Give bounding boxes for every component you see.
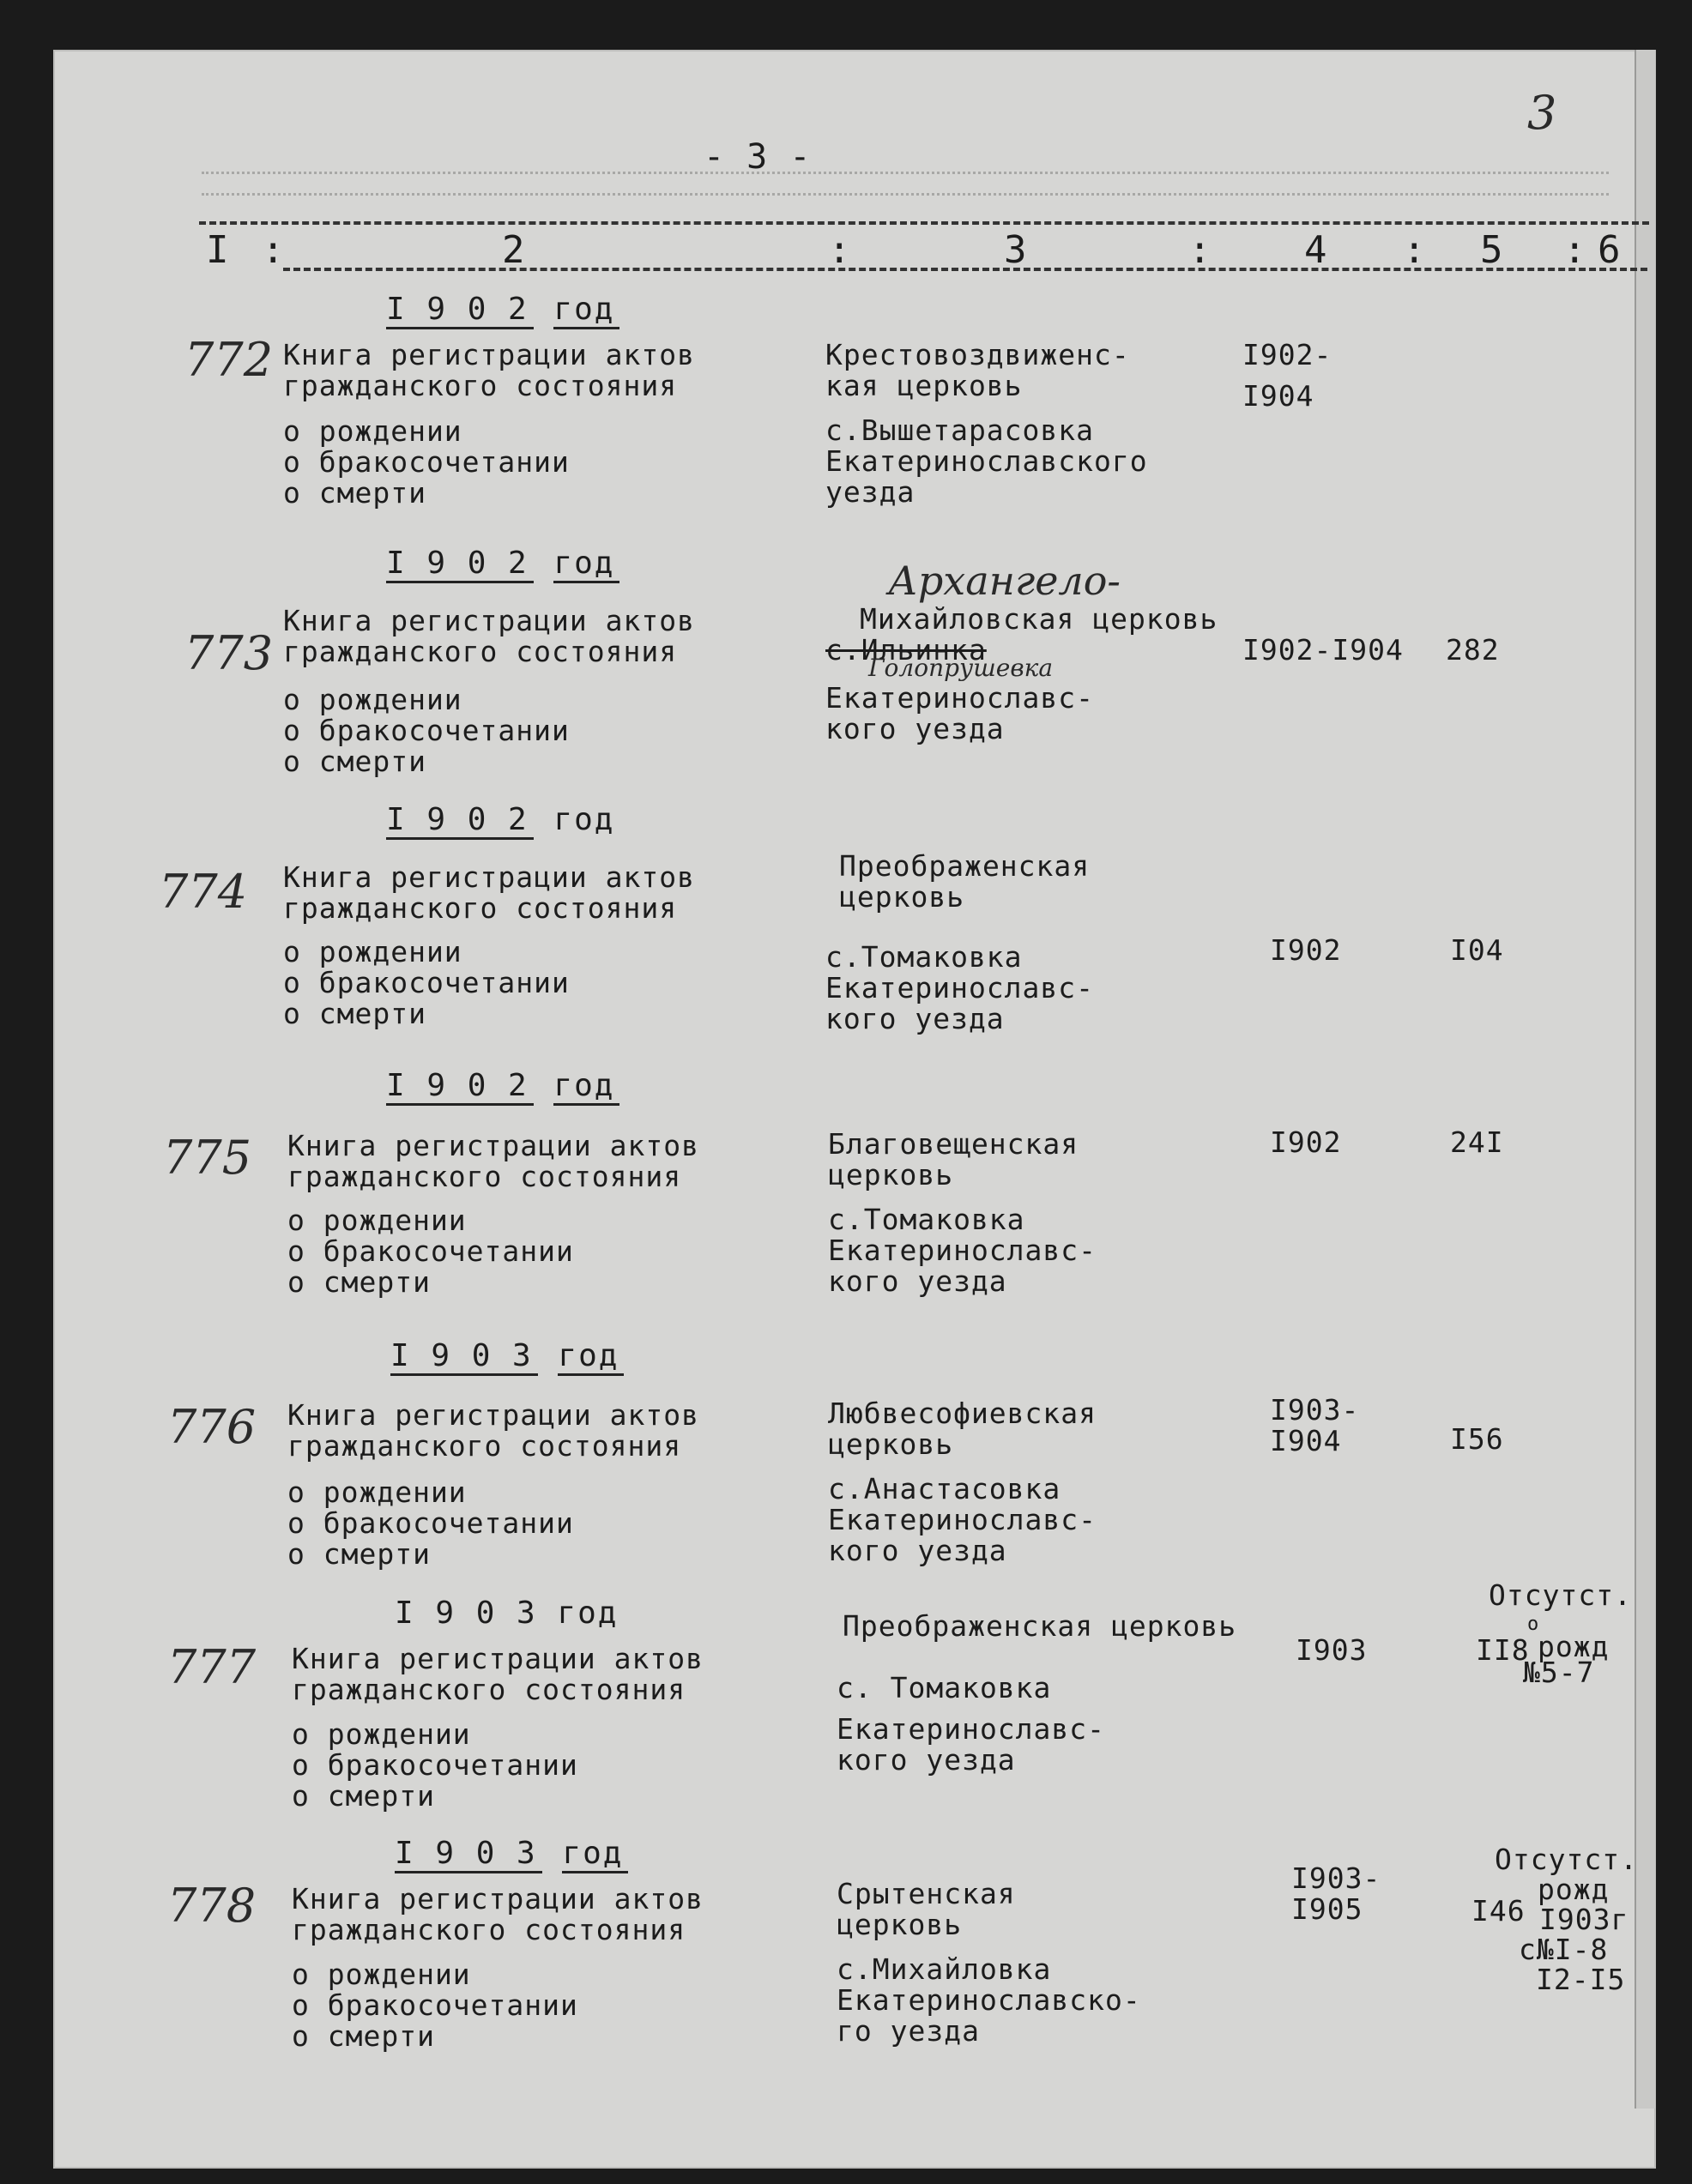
handwritten-church-addition: Архангело- bbox=[888, 558, 1121, 604]
church-location: Благовещенская церковь с.Томаковка Екатеринославс- кого уезда bbox=[828, 1127, 1097, 1298]
col-header-1: I bbox=[206, 228, 229, 272]
year-heading: I 9 0 3 год bbox=[395, 1596, 619, 1631]
book-title: Книга регистрации актов гражданского состояния bbox=[283, 338, 695, 402]
item-count: I46 bbox=[1471, 1894, 1526, 1928]
entry-number: 777 bbox=[167, 1640, 257, 1694]
book-title: Книга регистрации актов гражданского состояния bbox=[292, 1642, 704, 1706]
year-heading: I 9 0 2 год bbox=[386, 546, 619, 583]
item-count: II8 bbox=[1476, 1633, 1530, 1667]
year-heading: I 9 0 2 год bbox=[386, 802, 614, 840]
note-line: о bbox=[1527, 1614, 1540, 1635]
date-range: I903- I905 bbox=[1291, 1861, 1381, 1926]
book-title: Книга регистрации актов гражданского состояния bbox=[292, 1882, 704, 1946]
entry-number: 774 bbox=[159, 865, 248, 919]
year-heading: I 9 0 2 год bbox=[386, 292, 619, 329]
item-count: 24I bbox=[1450, 1125, 1504, 1159]
book-title: Книга регистрации актов гражданского состояния bbox=[287, 1398, 699, 1463]
date-range: I902- I904 bbox=[1242, 338, 1332, 413]
church-location: с.Томаковка Екатеринославс- кого уезда bbox=[825, 940, 1095, 1035]
year-heading: I 9 0 2 год bbox=[386, 1068, 619, 1106]
church-district: Екатеринославс- кого уезда bbox=[825, 681, 1095, 745]
church-district: Екатеринославс- кого уезда bbox=[837, 1712, 1106, 1777]
church-name: Михайловская церковь bbox=[860, 602, 1218, 636]
record-kinds: о рождении о бракосочетании о смерти bbox=[287, 1204, 574, 1299]
item-count: I04 bbox=[1450, 933, 1504, 967]
col-separator: : bbox=[1188, 228, 1212, 272]
entry-number: 773 bbox=[184, 626, 274, 680]
note-line: Отсутст. bbox=[1489, 1578, 1632, 1612]
note-block: Отсутст. рожд I903г с№I-8 I2-I5 bbox=[1495, 1843, 1638, 1996]
date-range: I902-I904 bbox=[1242, 633, 1404, 667]
record-kinds: о рождении о бракосочетании о смерти bbox=[287, 1475, 574, 1571]
entry-number: 772 bbox=[184, 333, 274, 387]
church-village-struck: с.Ильинка bbox=[825, 633, 987, 667]
book-title: Книга регистрации актов гражданского состояния bbox=[287, 1129, 699, 1193]
year-heading: I 9 0 3 год bbox=[390, 1338, 624, 1376]
church-location: Срытенская церковь с.Михайловка Екатеринославско- го уезда bbox=[837, 1877, 1141, 2048]
handwritten-village-correction: Голопрушевка bbox=[868, 654, 1054, 682]
church-location: Крестовоздвиженс- кая церковь с.Вышетарасовка Екатеринославского уезда bbox=[825, 338, 1148, 509]
record-kinds: о рождении о бракосочетании о смерти bbox=[283, 683, 570, 778]
church-name: Преображенская церковь bbox=[839, 849, 1091, 914]
page-edge bbox=[1635, 50, 1655, 2109]
col-header-2: 2 bbox=[502, 228, 525, 272]
col-separator: : bbox=[1403, 228, 1426, 272]
col-header-6: 6 bbox=[1598, 228, 1621, 272]
date-range: I903 bbox=[1296, 1633, 1368, 1667]
record-kinds: о рождении о бракосочетании о смерти bbox=[283, 414, 570, 510]
church-name: Преображенская церковь bbox=[843, 1609, 1237, 1643]
note-line: №5-7 bbox=[1523, 1656, 1595, 1689]
date-range: I902 bbox=[1270, 1125, 1342, 1159]
faint-rule bbox=[202, 172, 1609, 174]
book-title: Книга регистрации актов гражданского состояния bbox=[283, 604, 695, 668]
record-kinds: о рождении о бракосочетании о смерти bbox=[292, 1958, 578, 2053]
entry-number: 778 bbox=[167, 1879, 257, 1933]
handwritten-page-number: 3 bbox=[1527, 86, 1557, 140]
note-line: рожд bbox=[1538, 1630, 1610, 1663]
col-separator: : bbox=[1563, 228, 1586, 272]
church-location: Любвесофиевская церковь с.Анастасовка Екатеринославс- кого уезда bbox=[828, 1397, 1097, 1567]
item-count: I56 bbox=[1450, 1422, 1504, 1456]
year-heading: I 9 0 3 год bbox=[395, 1836, 628, 1873]
entry-number: 776 bbox=[167, 1400, 257, 1454]
col-header-4: 4 bbox=[1304, 228, 1327, 272]
header-rule-bottom bbox=[283, 268, 1647, 271]
col-header-3: 3 bbox=[1004, 228, 1027, 272]
entry-number: 775 bbox=[163, 1131, 252, 1185]
page-marker: - 3 - bbox=[704, 137, 812, 177]
record-kinds: о рождении о бракосочетании о смерти bbox=[283, 935, 570, 1030]
col-separator: : bbox=[828, 228, 851, 272]
faint-rule bbox=[202, 193, 1609, 196]
record-kinds: о рождении о бракосочетании о смерти bbox=[292, 1717, 578, 1813]
col-header-5: 5 bbox=[1480, 228, 1503, 272]
date-range: I903- I904 bbox=[1270, 1393, 1360, 1457]
book-title: Книга регистрации актов гражданского состояния bbox=[283, 860, 695, 925]
item-count: 282 bbox=[1446, 633, 1500, 667]
col-separator: : bbox=[262, 228, 285, 272]
date-range: I902 bbox=[1270, 933, 1342, 967]
church-village: с. Томаковка bbox=[837, 1671, 1052, 1704]
header-rule-top bbox=[199, 221, 1649, 225]
